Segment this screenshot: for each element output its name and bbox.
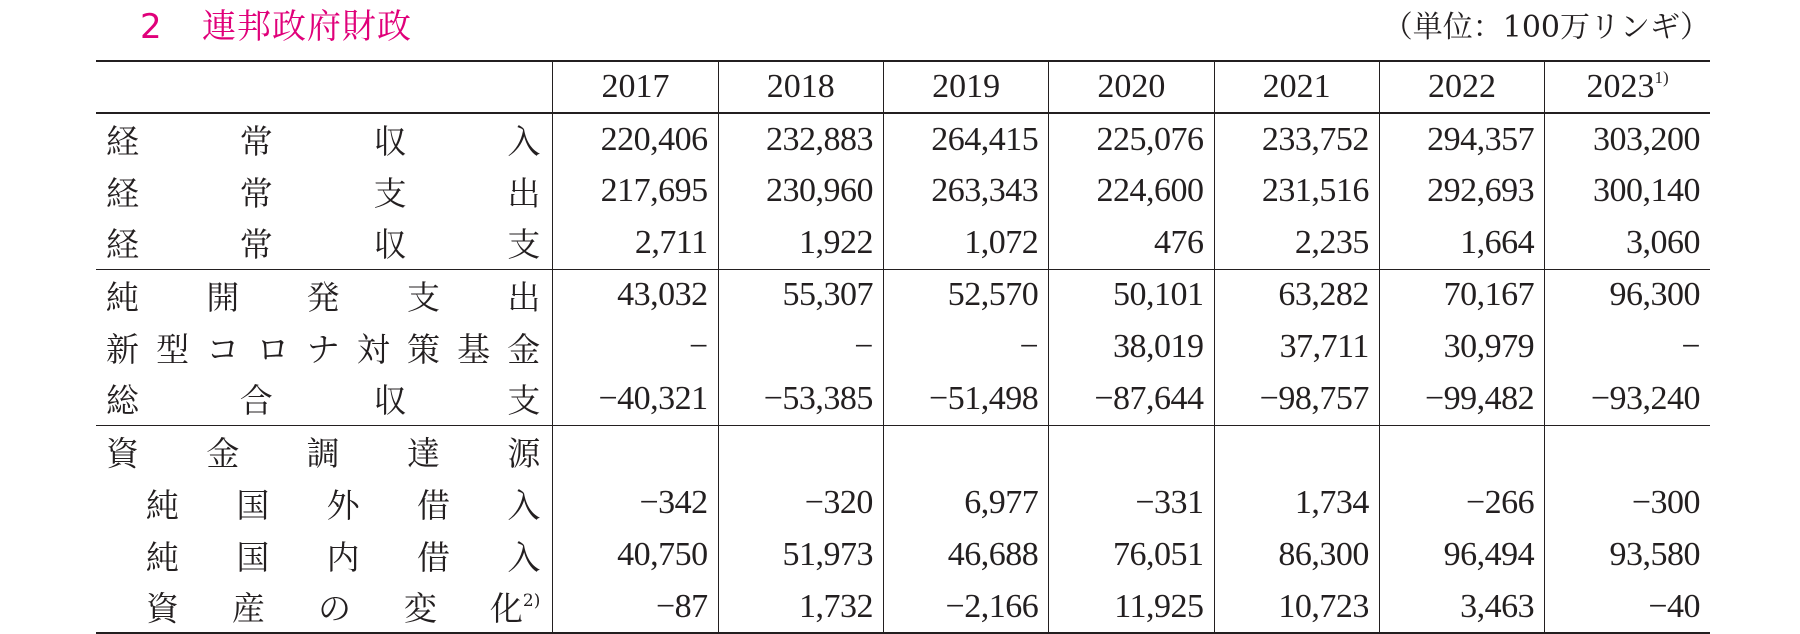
- value-cell: 3,463: [1379, 581, 1544, 633]
- value-cell: 30,979: [1379, 321, 1544, 373]
- value-cell: −87,644: [1049, 373, 1214, 425]
- row-label-char: 型: [156, 329, 190, 369]
- value-cell: 232,883: [718, 113, 883, 165]
- value-cell: [1214, 425, 1379, 477]
- value-cell: 38,019: [1049, 321, 1214, 373]
- row-label-char: 達: [406, 433, 440, 473]
- value-cell: [553, 425, 718, 477]
- row-label-char: 発: [306, 277, 340, 317]
- value-cell: 3,060: [1545, 217, 1710, 269]
- value-cell: 2,711: [553, 217, 718, 269]
- value-cell: −266: [1379, 477, 1544, 529]
- value-cell: −93,240: [1545, 373, 1710, 425]
- row-label: [96, 581, 553, 633]
- row-label-char: 国: [236, 537, 270, 577]
- value-cell: 300,140: [1545, 165, 1710, 217]
- value-cell: −40,321: [553, 373, 718, 425]
- row-label-char: 産: [231, 589, 265, 628]
- value-cell: 224,600: [1049, 165, 1214, 217]
- row-label-char: 借: [416, 485, 450, 525]
- row-label: [96, 165, 553, 217]
- header-row: [96, 61, 1710, 113]
- value-cell: 96,494: [1379, 529, 1544, 581]
- value-cell: 1,734: [1214, 477, 1379, 529]
- value-cell: 292,693: [1379, 165, 1544, 217]
- value-cell: −300: [1545, 477, 1710, 529]
- row-label-char: 純: [146, 485, 179, 525]
- row-label-last: [490, 583, 540, 630]
- row-label-char: 支: [507, 225, 541, 265]
- value-cell: −: [718, 321, 883, 373]
- row-current-revenue: [96, 113, 1710, 165]
- row-label-char: 収: [373, 381, 407, 421]
- row-label-char: 外: [326, 485, 360, 525]
- row-net-domestic-borrowing: [96, 529, 1710, 581]
- row-label: [96, 321, 553, 373]
- row-label-char: ロ: [256, 329, 290, 369]
- value-cell: 303,200: [1545, 113, 1710, 165]
- value-cell: −51,498: [883, 373, 1048, 425]
- value-cell: 217,695: [553, 165, 718, 217]
- value-cell: 43,032: [553, 269, 718, 321]
- row-net-foreign-borrowing: [96, 477, 1710, 529]
- row-label-char: コ: [206, 329, 240, 369]
- row-label-char: 入: [507, 485, 541, 525]
- row-net-development-expenditure: [96, 269, 1710, 321]
- year-header: 2018: [718, 61, 883, 113]
- value-cell: −53,385: [718, 373, 883, 425]
- federal-finance-table: [96, 60, 1710, 634]
- row-label: [96, 477, 553, 529]
- value-cell: 70,167: [1379, 269, 1544, 321]
- row-label-char: 合: [239, 381, 273, 421]
- value-cell: 50,101: [1049, 269, 1214, 321]
- value-cell: 76,051: [1049, 529, 1214, 581]
- row-label-char: 化: [489, 589, 523, 628]
- value-cell: [1049, 425, 1214, 477]
- value-cell: 86,300: [1214, 529, 1379, 581]
- value-cell: 1,732: [718, 581, 883, 633]
- row-current-expenditure: [96, 165, 1710, 217]
- year-header: 2019: [883, 61, 1048, 113]
- value-cell: −40: [1545, 581, 1710, 633]
- row-label-char: 基: [457, 329, 491, 369]
- row-change-in-assets: [96, 581, 1710, 633]
- value-cell: 263,343: [883, 165, 1048, 217]
- value-cell: 233,752: [1214, 113, 1379, 165]
- row-label-char: 資: [106, 433, 139, 473]
- value-cell: 294,357: [1379, 113, 1544, 165]
- value-cell: 11,925: [1049, 581, 1214, 633]
- row-label-char: 純: [106, 277, 139, 317]
- row-label-char: 新: [106, 329, 139, 369]
- row-label-char: 変: [403, 589, 437, 628]
- row-label-char: の: [317, 589, 351, 628]
- row-label: [96, 529, 553, 581]
- row-label-char: 対: [356, 329, 390, 369]
- value-cell: 1,922: [718, 217, 883, 269]
- row-label-char: 収: [373, 225, 407, 265]
- value-cell: 2,235: [1214, 217, 1379, 269]
- row-label-char: 経: [106, 225, 139, 265]
- row-label-char: 金: [206, 433, 240, 473]
- row-label-char: 総: [106, 381, 139, 421]
- table-title: [140, 2, 412, 52]
- value-cell: [883, 425, 1048, 477]
- value-cell: −331: [1049, 477, 1214, 529]
- row-label-char: 資: [146, 589, 179, 628]
- row-label-char: 出: [507, 277, 541, 317]
- row-label-char: 出: [507, 173, 541, 213]
- value-cell: 1,664: [1379, 217, 1544, 269]
- row-label-char: 借: [416, 537, 450, 577]
- row-current-balance: [96, 217, 1710, 269]
- value-cell: −98,757: [1214, 373, 1379, 425]
- row-label: [96, 217, 553, 269]
- row-label-char: 経: [106, 173, 139, 213]
- value-cell: 10,723: [1214, 581, 1379, 633]
- year-header: 2021: [1214, 61, 1379, 113]
- row-overall-balance: [96, 373, 1710, 425]
- row-label: [96, 269, 553, 321]
- value-cell: 231,516: [1214, 165, 1379, 217]
- footnote-mark: 2): [522, 591, 541, 611]
- section-title: 連邦政府財政: [202, 7, 412, 47]
- value-cell: −: [883, 321, 1048, 373]
- row-label-char: 内: [326, 537, 360, 577]
- year-header: 2017: [553, 61, 718, 113]
- value-cell: 93,580: [1545, 529, 1710, 581]
- row-label-char: 収: [373, 122, 407, 161]
- value-cell: [1545, 425, 1710, 477]
- value-cell: −: [553, 321, 718, 373]
- value-cell: −87: [553, 581, 718, 633]
- year-header: 2020: [1049, 61, 1214, 113]
- value-cell: 40,750: [553, 529, 718, 581]
- value-cell: 230,960: [718, 165, 883, 217]
- row-label-char: 支: [406, 277, 440, 317]
- value-cell: −2,166: [883, 581, 1048, 633]
- row-label-char: 開: [206, 277, 240, 317]
- value-cell: 51,973: [718, 529, 883, 581]
- row-label-char: 策: [406, 329, 440, 369]
- year-header: 2023$^{1)}$: [1545, 61, 1710, 113]
- row-label-char: 入: [507, 122, 541, 161]
- corner-cell: [96, 61, 553, 113]
- row-covid-fund: [96, 321, 1710, 373]
- row-financing-sources: [96, 425, 1710, 477]
- value-cell: 1,072: [883, 217, 1048, 269]
- row-label-char: 国: [236, 485, 270, 525]
- value-cell: 55,307: [718, 269, 883, 321]
- row-label: [96, 113, 553, 165]
- value-cell: 52,570: [883, 269, 1048, 321]
- value-cell: −: [1545, 321, 1710, 373]
- value-cell: [718, 425, 883, 477]
- row-label-char: 金: [507, 329, 541, 369]
- row-label-char: 支: [373, 173, 407, 213]
- value-cell: 220,406: [553, 113, 718, 165]
- value-cell: 225,076: [1049, 113, 1214, 165]
- value-cell: 37,711: [1214, 321, 1379, 373]
- row-label: [96, 425, 553, 477]
- value-cell: 6,977: [883, 477, 1048, 529]
- value-cell: 264,415: [883, 113, 1048, 165]
- year-header: 2022: [1379, 61, 1544, 113]
- value-cell: 46,688: [883, 529, 1048, 581]
- row-label-char: 常: [239, 122, 273, 161]
- row-label-char: 純: [146, 537, 179, 577]
- unit-label: （単位：100万リンギ）: [1382, 10, 1710, 45]
- row-label-char: 常: [239, 225, 273, 265]
- value-cell: −342: [553, 477, 718, 529]
- value-cell: 476: [1049, 217, 1214, 269]
- section-number: 2: [140, 7, 163, 47]
- row-label-char: 常: [239, 173, 273, 213]
- row-label-char: 経: [106, 122, 139, 161]
- row-label-char: ナ: [306, 329, 340, 369]
- row-label: [96, 373, 553, 425]
- value-cell: −320: [718, 477, 883, 529]
- row-label-char: 支: [507, 381, 541, 421]
- row-label-char: 調: [306, 433, 340, 473]
- value-cell: 96,300: [1545, 269, 1710, 321]
- value-cell: 63,282: [1214, 269, 1379, 321]
- row-label-char: 入: [507, 537, 541, 577]
- row-label-char: 源: [507, 433, 541, 473]
- value-cell: [1379, 425, 1544, 477]
- value-cell: −99,482: [1379, 373, 1544, 425]
